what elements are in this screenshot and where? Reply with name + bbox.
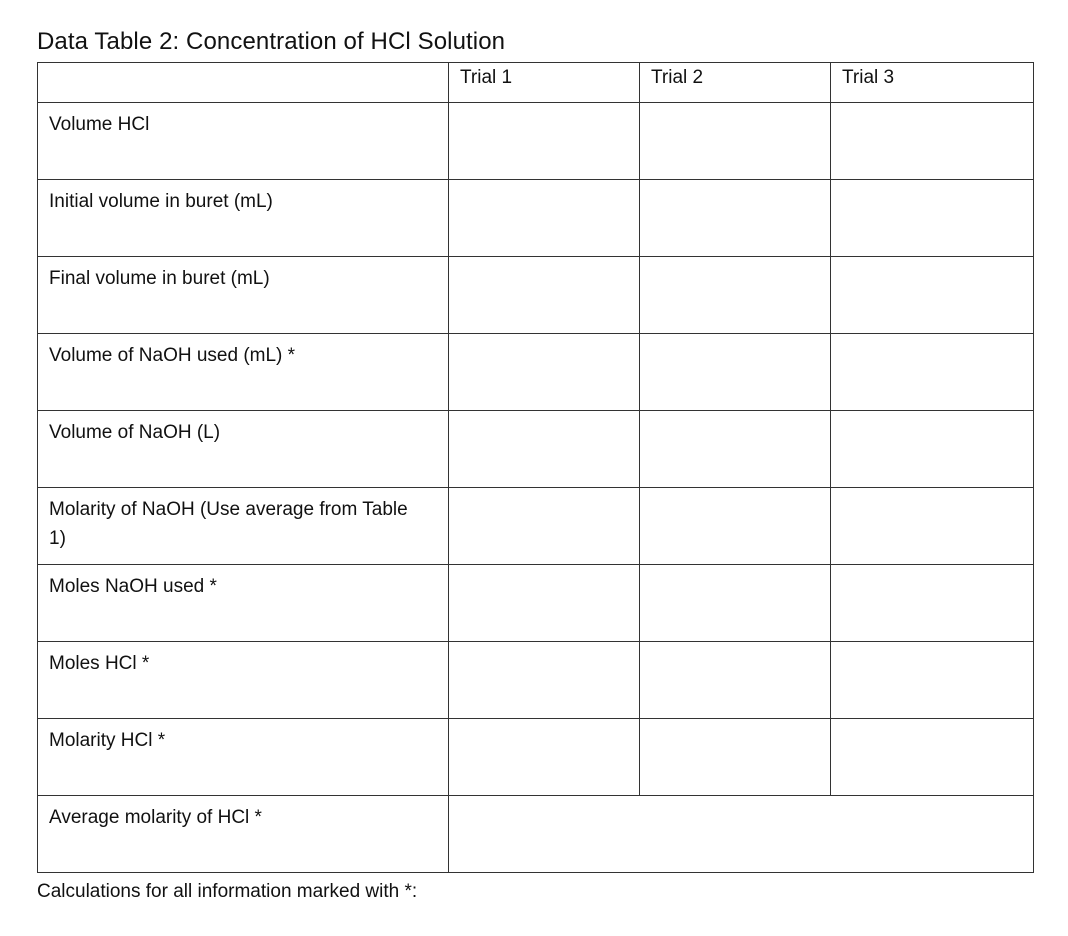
table-row bbox=[38, 103, 1034, 180]
corner-cell bbox=[38, 63, 449, 103]
average-row bbox=[38, 796, 1034, 873]
trial-2-cell[interactable] bbox=[640, 103, 831, 180]
trial-3-cell[interactable] bbox=[831, 488, 1034, 565]
trial-1-cell[interactable] bbox=[449, 334, 640, 411]
row-label: Volume HCl bbox=[38, 103, 449, 180]
trial-1-cell[interactable] bbox=[449, 642, 640, 719]
trial-1-cell[interactable] bbox=[449, 411, 640, 488]
trial-1-cell[interactable] bbox=[449, 565, 640, 642]
trial-3-cell[interactable] bbox=[831, 565, 1034, 642]
row-label: Molarity HCl * bbox=[38, 719, 449, 796]
table-row bbox=[38, 180, 1034, 257]
trial-2-cell[interactable] bbox=[640, 642, 831, 719]
trial-2-cell[interactable] bbox=[640, 488, 831, 565]
table-row bbox=[38, 565, 1034, 642]
trial-1-cell[interactable] bbox=[449, 180, 640, 257]
table-header-row bbox=[38, 63, 1034, 103]
trial-1-cell[interactable] bbox=[449, 719, 640, 796]
trial-2-header: Trial 2 bbox=[640, 63, 831, 103]
row-label: Initial volume in buret (mL) bbox=[38, 180, 449, 257]
row-label: Volume of NaOH used (mL) * bbox=[38, 334, 449, 411]
table-row bbox=[38, 411, 1034, 488]
table-row bbox=[38, 488, 1034, 565]
calculations-note: Calculations for all information marked with *: bbox=[37, 881, 418, 902]
trial-3-cell[interactable] bbox=[831, 411, 1034, 488]
trial-3-cell[interactable] bbox=[831, 719, 1034, 796]
row-label: Molarity of NaOH (Use average from Table 1) bbox=[38, 488, 449, 565]
trial-2-cell[interactable] bbox=[640, 565, 831, 642]
table-row bbox=[38, 642, 1034, 719]
trial-3-cell[interactable] bbox=[831, 642, 1034, 719]
table-row bbox=[38, 719, 1034, 796]
row-label: Final volume in buret (mL) bbox=[38, 257, 449, 334]
average-value-cell[interactable] bbox=[449, 796, 1034, 873]
table-title: Data Table 2: Concentration of HCl Solution bbox=[37, 28, 506, 55]
trial-2-cell[interactable] bbox=[640, 257, 831, 334]
trial-2-cell[interactable] bbox=[640, 719, 831, 796]
trial-3-cell[interactable] bbox=[831, 334, 1034, 411]
table-row bbox=[38, 334, 1034, 411]
trial-3-cell[interactable] bbox=[831, 180, 1034, 257]
row-label: Moles NaOH used * bbox=[38, 565, 449, 642]
row-label: Volume of NaOH (L) bbox=[38, 411, 449, 488]
trial-2-cell[interactable] bbox=[640, 180, 831, 257]
trial-2-cell[interactable] bbox=[640, 334, 831, 411]
trial-3-cell[interactable] bbox=[831, 257, 1034, 334]
trial-1-cell[interactable] bbox=[449, 257, 640, 334]
data-table bbox=[37, 62, 1034, 873]
trial-3-cell[interactable] bbox=[831, 103, 1034, 180]
trial-1-cell[interactable] bbox=[449, 103, 640, 180]
trial-1-header: Trial 1 bbox=[449, 63, 640, 103]
trial-1-cell[interactable] bbox=[449, 488, 640, 565]
table-row bbox=[38, 257, 1034, 334]
row-label: Average molarity of HCl * bbox=[38, 796, 449, 873]
row-label: Moles HCl * bbox=[38, 642, 449, 719]
trial-2-cell[interactable] bbox=[640, 411, 831, 488]
trial-3-header: Trial 3 bbox=[831, 63, 1034, 103]
